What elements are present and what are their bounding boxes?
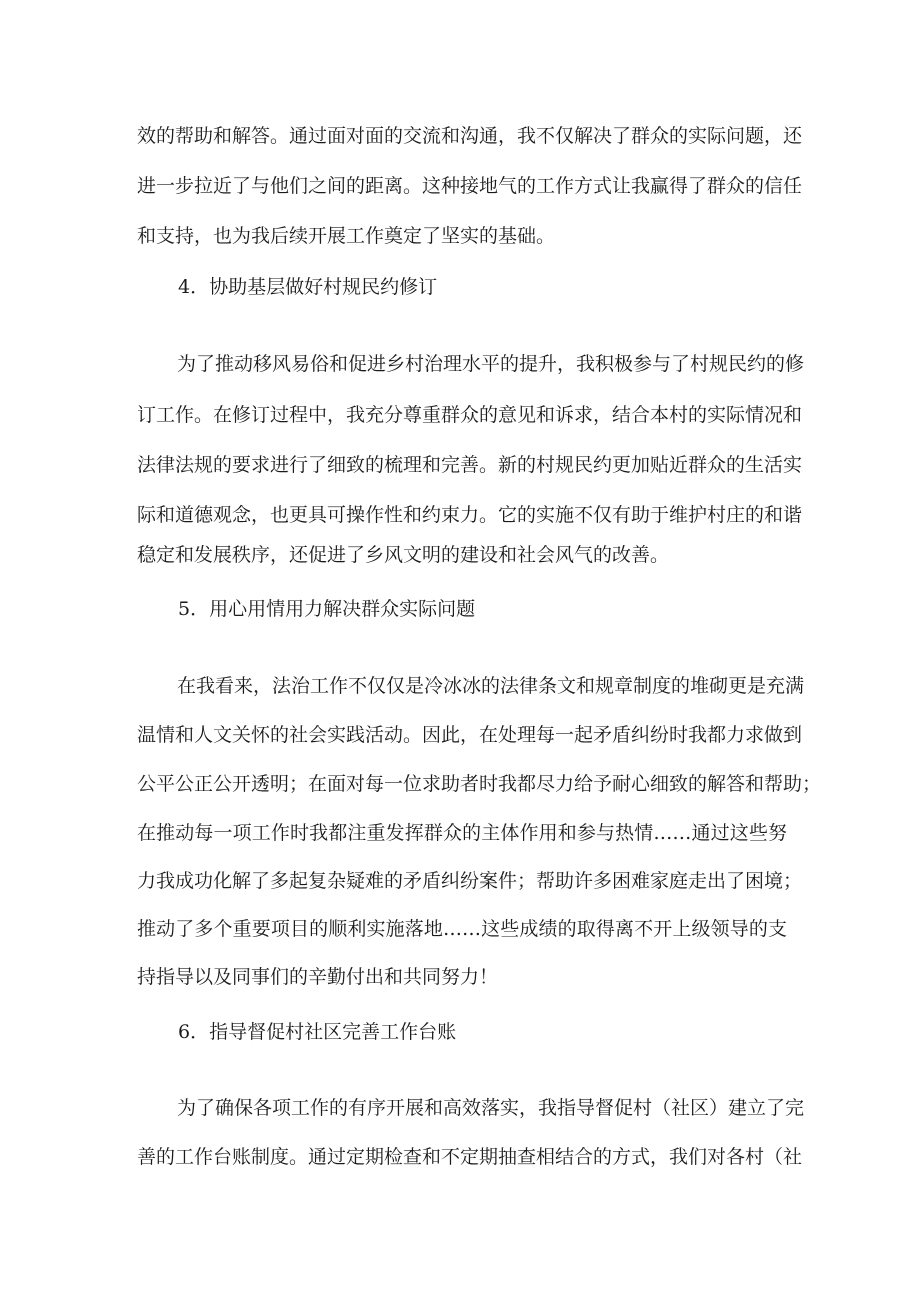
paragraph-line: 公平公正公开透明；在面对每一位求助者时我都尽力给予耐心细致的解答和帮助；	[137, 773, 822, 795]
section-heading-6: 6．指导督促村社区完善工作台账	[178, 1021, 457, 1043]
paragraph-line: 在我看来，法治工作不仅仅是冷冰冰的法律条文和规章制度的堆砌更是充满	[177, 675, 805, 697]
paragraph-line: 和支持，也为我后续开展工作奠定了坚实的基础。	[137, 225, 556, 247]
paragraph-line: 善的工作台账制度。通过定期检查和不定期抽查相结合的方式，我们对各村（社	[137, 1146, 803, 1168]
paragraph-line: 订工作。在修订过程中，我充分尊重群众的意见和诉求，结合本村的实际情况和	[137, 404, 803, 426]
paragraph-line: 力我成功化解了多起复杂疑难的矛盾纠纷案件；帮助许多困难家庭走出了困境；	[137, 870, 803, 892]
paragraph-line: 进一步拉近了与他们之间的距离。这种接地气的工作方式让我赢得了群众的信任	[137, 175, 803, 197]
paragraph-line: 在推动每一项工作时我都注重发挥群众的主体作用和参与热情……通过这些努	[137, 822, 787, 844]
paragraph-line: 推动了多个重要项目的顺利实施落地……这些成绩的取得离不开上级领导的支	[137, 918, 787, 940]
paragraph-line: 持指导以及同事们的辛勤付出和共同努力！	[137, 966, 499, 988]
paragraph-line: 为了确保各项工作的有序开展和高效落实，我指导督促村（社区）建立了完	[177, 1097, 805, 1119]
section-heading-5: 5．用心用情用力解决群众实际问题	[178, 598, 476, 620]
paragraph-line: 稳定和发展秩序，还促进了乡风文明的建设和社会风气的改善。	[137, 544, 670, 566]
paragraph-line: 际和道德观念，也更具可操作性和约束力。它的实施不仅有助于维护村庄的和谐	[137, 504, 803, 526]
paragraph-line: 为了推动移风易俗和促进乡村治理水平的提升，我积极参与了村规民约的修	[177, 353, 805, 375]
paragraph-line: 法律法规的要求进行了细致的梳理和完善。新的村规民约更加贴近群众的生活实	[137, 454, 803, 476]
paragraph-line: 效的帮助和解答。通过面对面的交流和沟通，我不仅解决了群众的实际问题，还	[137, 125, 803, 147]
paragraph-line: 温情和人文关怀的社会实践活动。因此，在处理每一起矛盾纠纷时我都力求做到	[137, 724, 803, 746]
section-heading-4: 4．协助基层做好村规民约修订	[178, 276, 438, 298]
